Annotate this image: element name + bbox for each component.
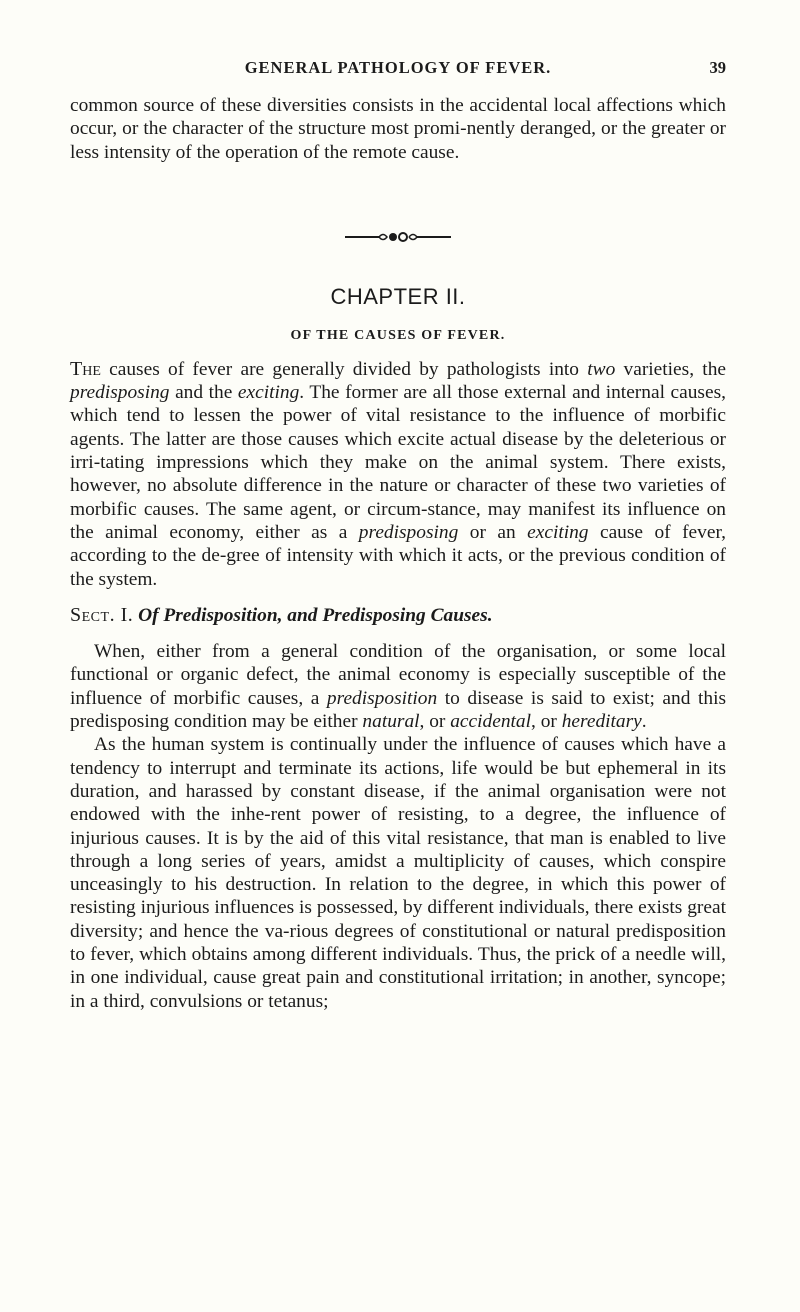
paragraph-predisposition bbox=[70, 640, 726, 733]
book-page bbox=[70, 58, 726, 1013]
text-run: or an bbox=[458, 521, 528, 543]
page-number: 39 bbox=[709, 58, 726, 77]
emphasis: exciting bbox=[527, 521, 589, 543]
section-heading bbox=[70, 604, 726, 627]
drop-word: The bbox=[70, 357, 101, 380]
text-run: varieties, the bbox=[615, 358, 727, 380]
ornament-divider-icon bbox=[70, 228, 726, 248]
running-head-title: GENERAL PATHOLOGY OF FEVER. bbox=[244, 58, 552, 77]
emphasis: two bbox=[587, 358, 616, 380]
text-run: . The former are all those external and internal causes, which tend to lessen the power of vital resistance to the influence of morbific agents. The latter are those causes which excite actual disease by the deleterious or irri-tating impressions which they make on the animal system. There exists, however, no absolute difference in the nature or character of these two varieties of morbific causes. The same agent, or circum-stance, may manifest its influence on the animal economy, either as a bbox=[70, 382, 726, 543]
emphasis: accidental bbox=[450, 711, 531, 733]
text-run: to disease is said to exist; and this predisposing condition may be either bbox=[70, 687, 726, 733]
emphasis: predisposing bbox=[70, 382, 170, 404]
section-label: Sect. I. bbox=[70, 603, 134, 626]
running-head bbox=[70, 58, 726, 82]
text-run: , or bbox=[531, 711, 562, 733]
emphasis: predisposing bbox=[358, 521, 459, 543]
text-run: . bbox=[641, 711, 647, 733]
carryover-paragraph: common source of these diversities consists in the accidental local affections which occur, or the character of the structure most promi-nently deranged, or the greater or less intensity of the operation of the remote cause. bbox=[70, 95, 726, 163]
text-run: cause of fever, according to the de-gree of intensity with which it acts, or the previous condition of the system. bbox=[70, 521, 726, 590]
chapter-subtitle: OF THE CAUSES OF FEVER. bbox=[290, 327, 506, 343]
text-run: causes of fever are generally divided by pathologists into bbox=[100, 358, 588, 380]
paragraph-vital-resistance: As the human system is continually under the influence of causes which have a tendency to interrupt and terminate its actions, life would be but ephemeral in its duration, and harassed by constant disease, if the animal organisation were not endowed with the inhe-rent power of resisting, to a degree, the influence of injurious causes. It is by the aid of this vital resistance, that man is enabled to live through a long series of years, amidst a multiplicity of causes, which conspire unceasingly to his destruction. In relation to the degree, in which this power of resisting injurious influences is possessed, by different individuals, there exists great diversity; and hence the va-rious degrees of constitutional or natural predisposition to fever, which obtains among different individuals. Thus, the prick of a needle will, in one individual, cause great pain and constitutional irritation; in another, syncope; in a third, convulsions or tetanus; bbox=[70, 734, 726, 1012]
emphasis: predisposition bbox=[326, 687, 438, 709]
emphasis: hereditary bbox=[561, 711, 642, 733]
section-title: Of Predisposition, and Predisposing Causes. bbox=[138, 604, 493, 626]
emphasis: exciting bbox=[237, 382, 300, 404]
text-run: When, either from a general condition of the organisation, or some local functional or organic defect, the animal economy is especially susceptible of the influence of morbific causes, a bbox=[70, 641, 726, 709]
text-run: , or bbox=[419, 711, 451, 733]
chapter-heading: CHAPTER II. bbox=[330, 283, 466, 309]
text-run: and the bbox=[169, 382, 238, 404]
emphasis: natural bbox=[362, 711, 420, 733]
paragraph-causes-of-fever bbox=[70, 358, 726, 591]
